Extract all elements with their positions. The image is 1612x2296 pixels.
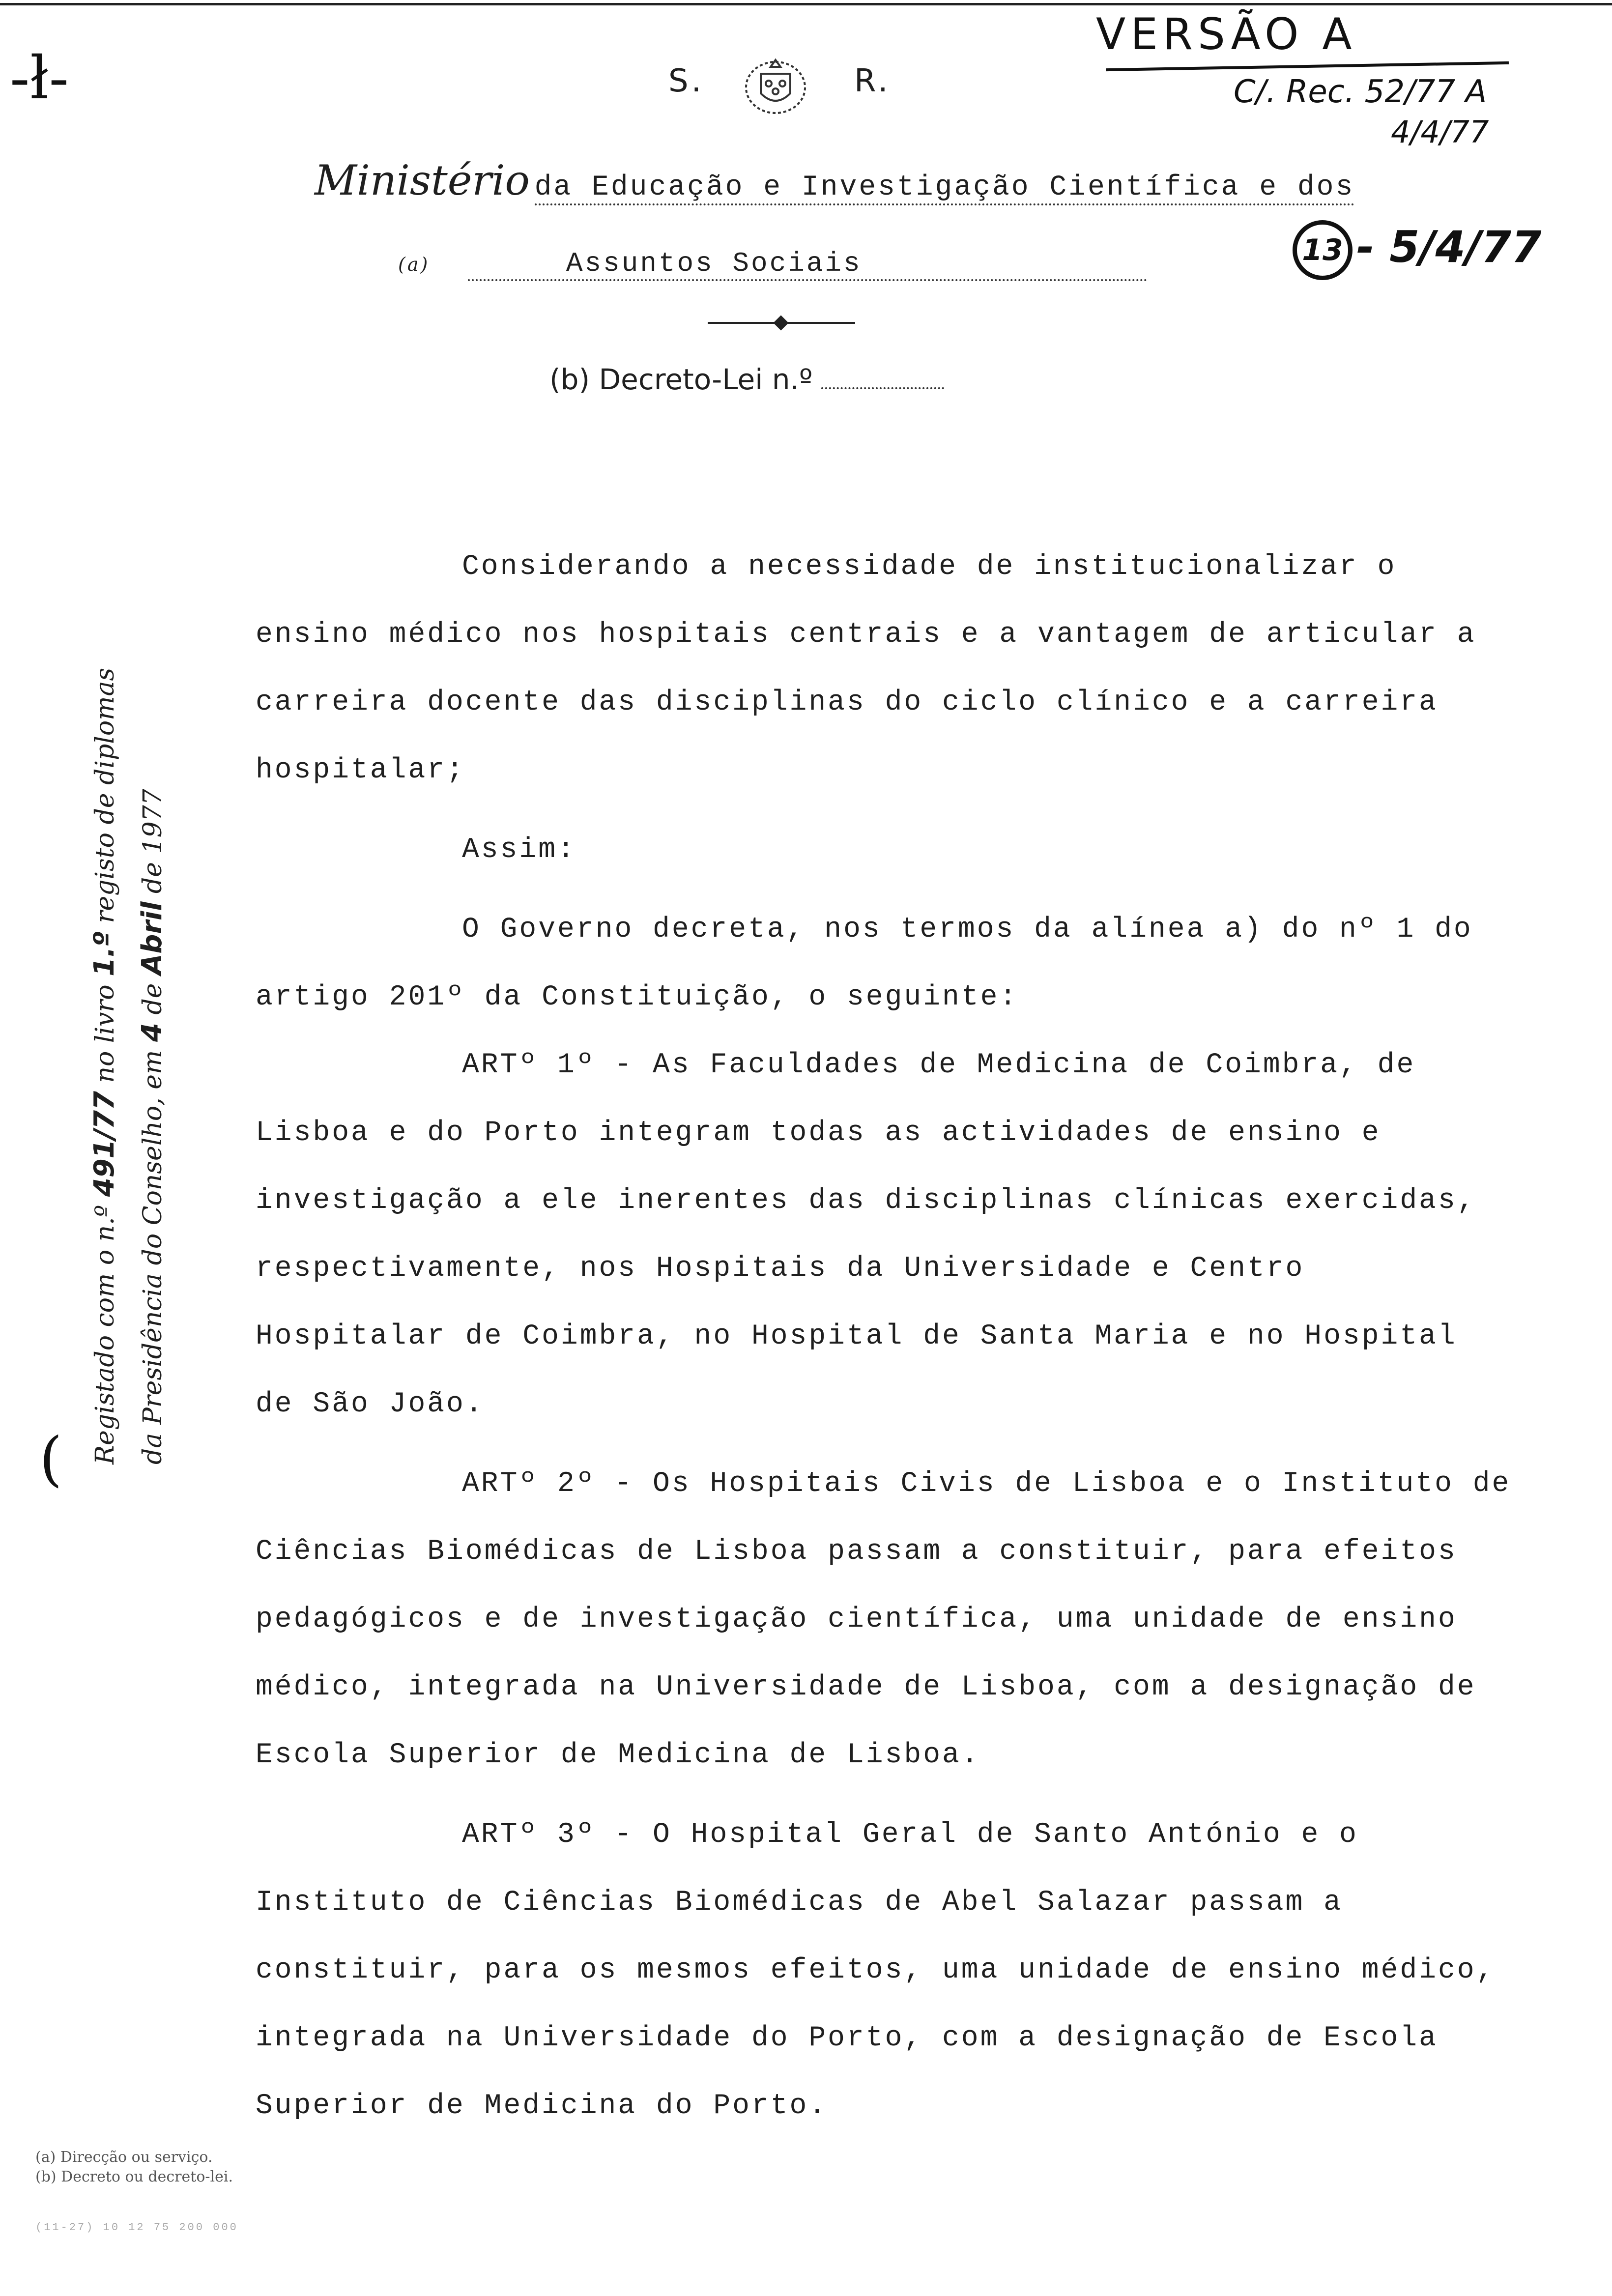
- registration-book: 1.º: [88, 931, 120, 976]
- footnotes: [35, 2148, 233, 2187]
- decree-number-blank: [821, 387, 944, 389]
- decree-intro-paragraph: O Governo decreta, nos termos da alínea a) do nº 1 do artigo 201º da Constituição, o seguinte:: [256, 914, 1473, 1013]
- header-initial-left: S.: [668, 63, 704, 99]
- ministry-word: Ministério: [315, 156, 530, 204]
- registration-year: de 1977: [138, 789, 168, 894]
- article-2: ARTº 2º - Os Hospitais Civis de Lisboa e o Instituto de Ciências Biomédicas de Lisboa passam a constituir, para efeitos pedagógicos e de investigação científica, uma unidade de ensino médico, integrada na Universidade de Lisboa, com a designação de Escola Superior de Medicina de Lisboa.: [256, 1468, 1511, 1771]
- assim-heading: Assim:: [462, 834, 576, 866]
- header-initial-right: R.: [854, 63, 891, 99]
- ministry-heading: [315, 156, 1354, 204]
- registration-tail: registo de diplomas: [90, 667, 120, 923]
- registration-prefix: Registado com o n.º: [90, 1205, 120, 1464]
- label-a: (a): [398, 254, 430, 275]
- registration-line-2: da Presidência do Conselho, em 4 de Abril de 1977: [136, 789, 168, 1464]
- article-3: ARTº 3º - O Hospital Geral de Santo António e o Instituto de Ciências Biomédicas de Abel Salazar passam a constituir, para os mesmos efeitos, uma unidade de ensino médico, integrada na Universidade do Porto, com a designação de Escola Superior de Medicina do Porto.: [256, 1819, 1496, 2122]
- reference-date: 4/4/77: [1391, 114, 1489, 150]
- decree-label: (b) Decreto-Lei n.º: [549, 363, 813, 396]
- handwritten-stamp: [1293, 220, 1541, 280]
- stamp-date: - 5/4/77: [1356, 221, 1542, 272]
- ministry-name: da Educação e Investigação Científica e dos: [535, 172, 1355, 205]
- registration-date-prefix: da Presidência do Conselho, em: [138, 1050, 168, 1464]
- registration-number: 491/77: [88, 1091, 120, 1197]
- print-code: (11-27) 10 12 75 200 000: [35, 2221, 238, 2234]
- footnote-a: (a) Direcção ou serviço.: [35, 2149, 213, 2166]
- top-rule: [0, 3, 1612, 5]
- divider-diamond: [773, 315, 788, 330]
- circled-number: 13: [1293, 220, 1353, 280]
- sub-ministry-line: [398, 248, 1147, 279]
- margin-bracket: (: [39, 1425, 62, 1493]
- version-underline: [1106, 61, 1509, 71]
- article-1: ARTº 1º - As Faculdades de Medicina de Coimbra, de Lisboa e do Porto integram todas as actividades de ensino e investigação a ele inerentes das disciplinas clínicas exercidas, respectivamente, nos Hospitais da Universidade e Centro Hospitalar de Coimbra, no Hospital de Santa Maria e no Hospital de São João.: [256, 1049, 1476, 1420]
- margin-mark: -ł-: [10, 44, 69, 113]
- footnote-b: (b) Decreto ou decreto-lei.: [35, 2168, 233, 2185]
- registration-day: 4: [136, 1023, 168, 1042]
- registration-month: Abril: [136, 901, 168, 976]
- decree-body: [256, 533, 1514, 2140]
- sub-ministry-name: Assuntos Sociais: [468, 248, 1147, 281]
- reference-annotation: C/. Rec. 52/77 A: [1234, 74, 1487, 110]
- coat-of-arms-icon: [736, 49, 815, 118]
- registration-mid: no livro: [90, 984, 120, 1083]
- version-annotation: VERSÃO A: [1096, 9, 1357, 59]
- registration-line-1: [81, 580, 129, 1464]
- decree-number-line: [549, 363, 944, 396]
- registration-margin-note: [81, 580, 176, 1464]
- preamble-paragraph: Considerando a necessidade de institucionalizar o ensino médico nos hospitais centrais e a vantagem de articular a carreira docente das disciplinas do ciclo clínico e a carreira hospitalar;: [256, 551, 1476, 786]
